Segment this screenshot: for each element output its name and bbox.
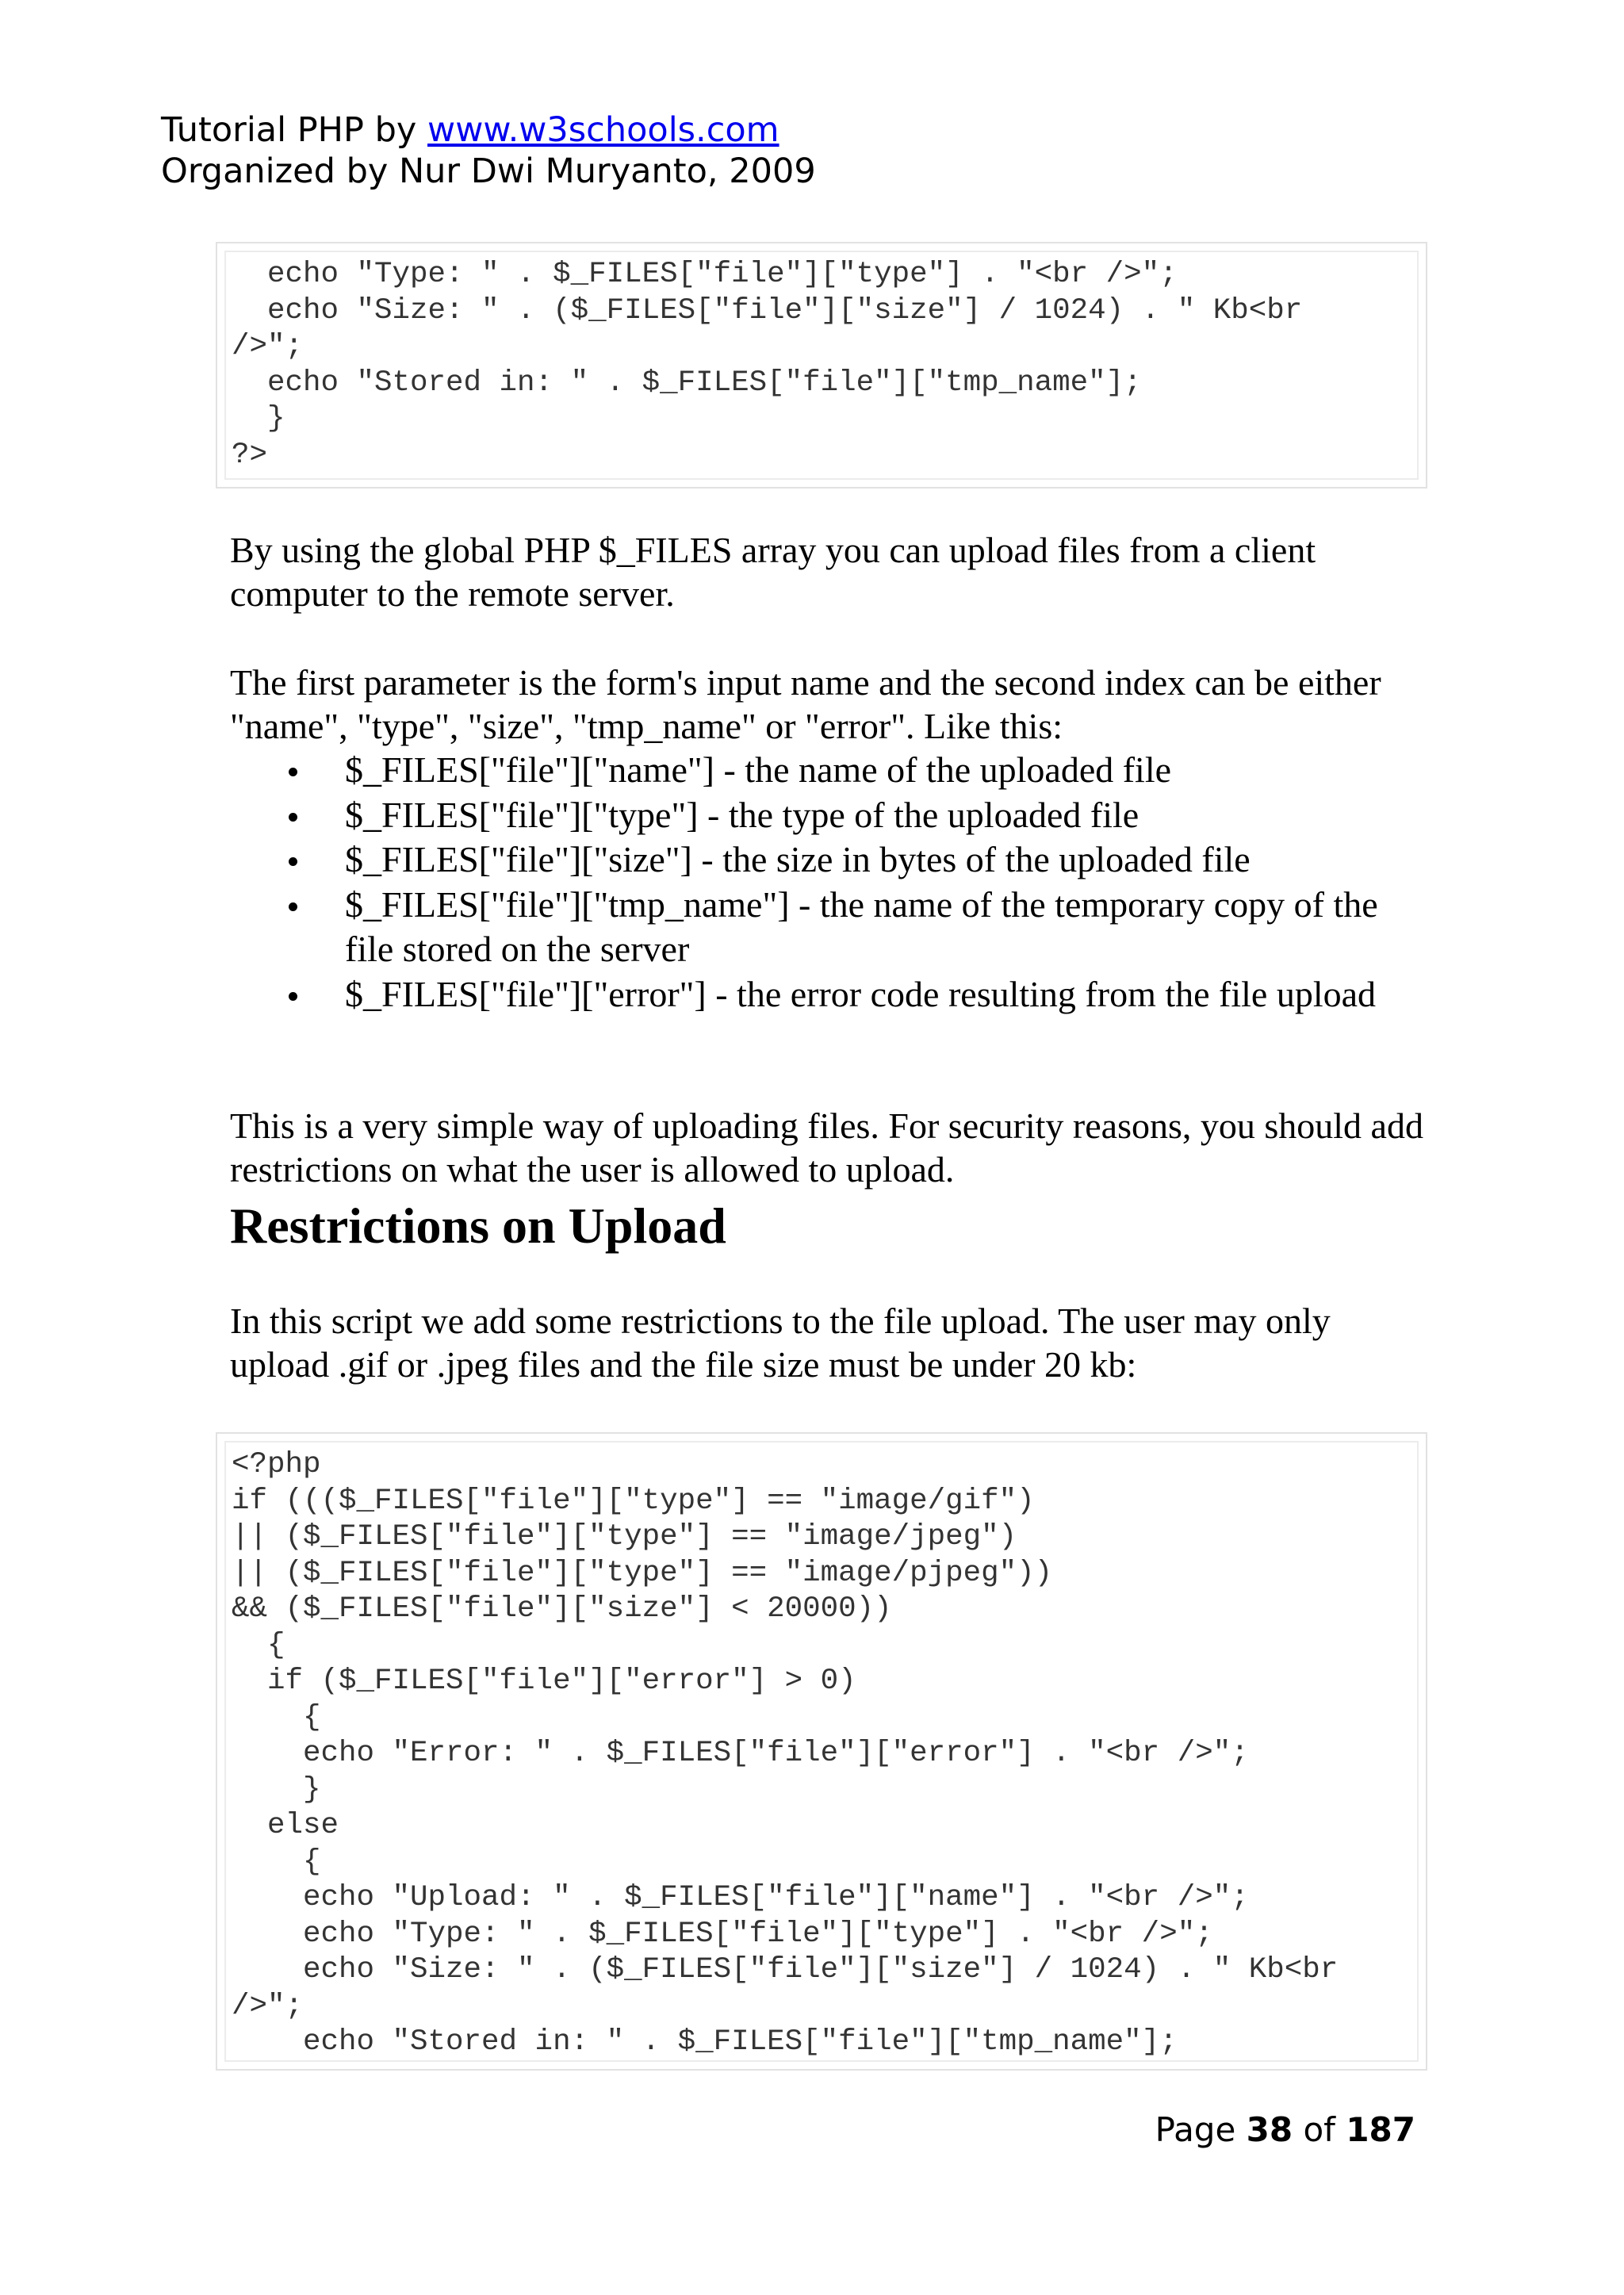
list-item: $_FILES["file"]["name"] - the name of the uploaded file — [230, 748, 1435, 793]
paragraph-1-text: By using the global PHP $_FILES array you can upload files from a client computer to the remote server. — [230, 530, 1316, 614]
paragraph-4-text: In this script we add some restrictions to the file upload. The user may only upload .gif or .jpeg files and the file size must be under 20 kb: — [230, 1301, 1331, 1385]
code-block-2 — [216, 1432, 1427, 2071]
bullet-icon — [289, 992, 297, 1001]
paragraph-2-text: The first parameter is the form's input name and the second index can be either "name", "type", "size", "tmp_name" or "error". Like this: — [230, 662, 1381, 746]
code-block-2-text: <?php if ((($_FILES["file"]["type"] == "image/gif") || ($_FILES["file"]["type"] == "image/jpeg") || ($_FILES["file"]["type"] == "image/pjpeg")) && ($_FILES["file"]["size"] < 20000)) { if ($_FILES["file"]["error"] > 0) { echo "Error: " . $_FILES["file"]["error"] . "<br />"; } else { echo "Upload: " . $_FILES["file"]["name"] . "<br />"; echo "Type: " . $_FILES["file"]["type"] . "<br />"; echo "Size: " . ($_FILES["file"]["size"] / 1024) . " Kb<br />"; echo "Stored in: " . $_FILES["file"]["tmp_name"]; — [232, 1448, 1339, 2059]
bullet-icon — [289, 857, 297, 866]
paragraph-1 — [230, 528, 1435, 615]
paragraph-4 — [230, 1299, 1435, 1386]
page-label: Page — [1155, 2110, 1236, 2149]
code-block-1-text: echo "Type: " . $_FILES["file"]["type"] . "<br />"; echo "Size: " . ($_FILES["file"]["size"] / 1024) . " Kb<br />"; echo "Stored in: " . $_FILES["file"]["tmp_name"]; } ?> — [232, 258, 1303, 472]
paragraph-3 — [230, 1104, 1435, 1191]
bullet-icon — [289, 902, 297, 911]
bullet-icon — [289, 768, 297, 776]
file-fields-list — [230, 748, 1435, 1017]
page-header — [161, 109, 816, 192]
header-line-2: Organized by Nur Dwi Muryanto, 2009 — [161, 151, 816, 191]
section-heading: Restrictions on Upload — [230, 1197, 726, 1254]
w3schools-link[interactable]: www.w3schools.com — [427, 110, 779, 150]
paragraph-2 — [230, 661, 1435, 1017]
code-block-1 — [216, 242, 1427, 489]
total-pages: 187 — [1346, 2110, 1415, 2149]
of-label: of — [1303, 2110, 1335, 2149]
list-item: $_FILES["file"]["tmp_name"] - the name of the temporary copy of the file stored on the server — [230, 883, 1435, 972]
list-item: $_FILES["file"]["type"] - the type of the uploaded file — [230, 793, 1435, 838]
list-item: $_FILES["file"]["size"] - the size in bytes of the uploaded file — [230, 837, 1435, 883]
bullet-icon — [289, 813, 297, 822]
header-prefix: Tutorial PHP by — [161, 110, 428, 150]
page-number: 38 — [1246, 2110, 1293, 2149]
list-item: $_FILES["file"]["error"] - the error code resulting from the file upload — [230, 972, 1435, 1017]
page-footer — [1155, 2109, 1415, 2151]
paragraph-3-text: This is a very simple way of uploading files. For security reasons, you should add restrictions on what the user is allowed to upload. — [230, 1105, 1423, 1190]
header-line-1 — [161, 109, 816, 151]
